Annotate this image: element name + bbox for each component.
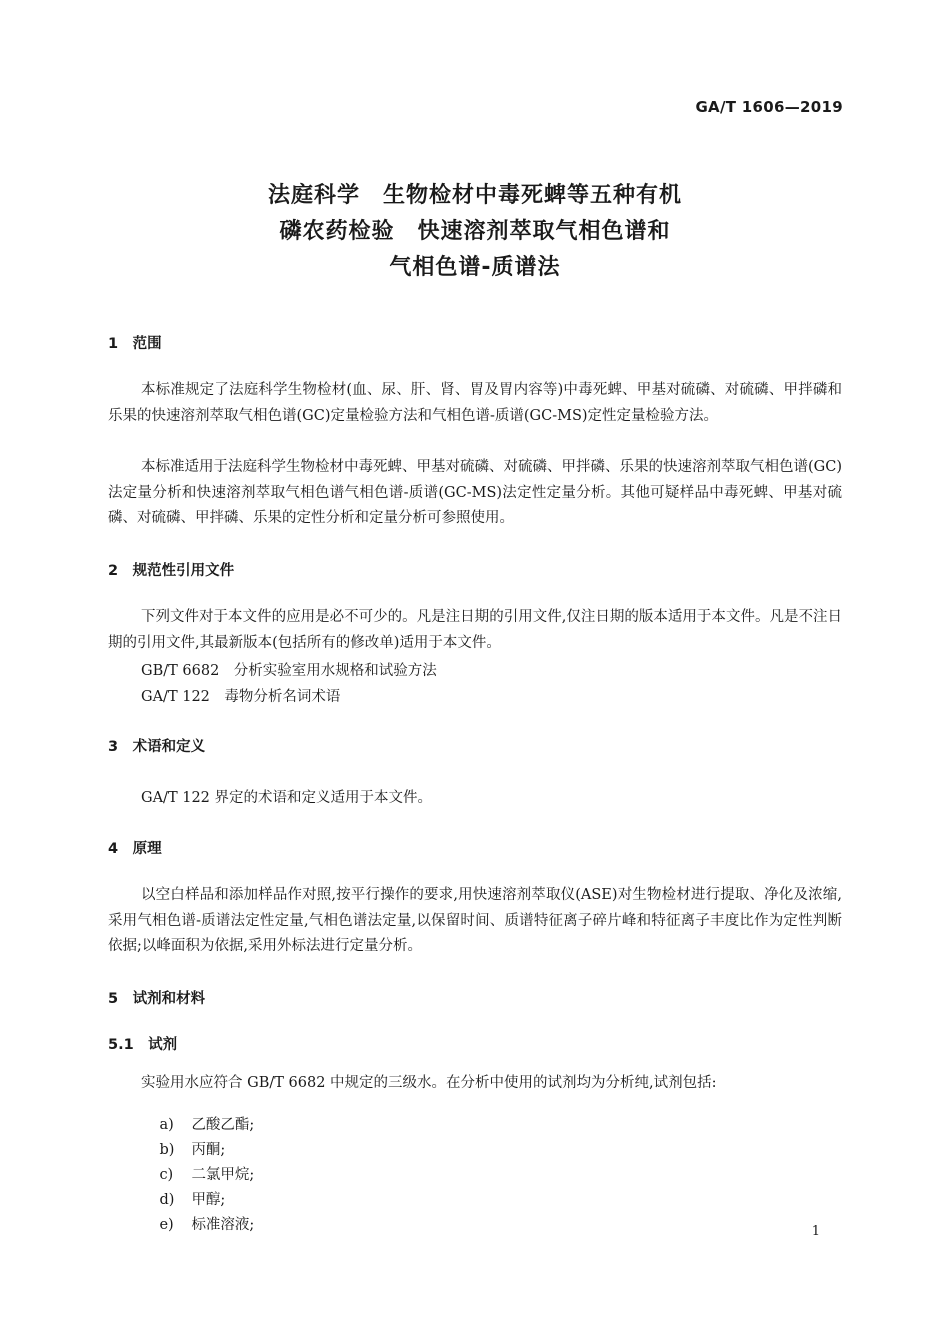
section-1-paragraph-1: 本标准规定了法庭科学生物检材(血、尿、肝、肾、胃及胃内容等)中毒死蜱、甲基对硫磷、对硫磷、甲拌磷和乐果的快速溶剂萃取气相色谱(GC)定量检验方法和气相色谱-质谱(GC-MS)定性定量检验方法。 — [108, 382, 842, 424]
list-item-label: e) — [159, 1217, 174, 1233]
section-2-paragraph-1: 下列文件对于本文件的应用是必不可少的。凡是注日期的引用文件,仅注日期的版本适用于本文件。凡是不注日期的引用文件,其最新版本(包括所有的修改单)适用于本文件。 — [108, 609, 842, 651]
list-item-label: c) — [159, 1167, 174, 1183]
section-5-1-heading: 5.1 试剂 — [108, 1037, 178, 1053]
section-3-paragraph-1: GA/T 122 界定的术语和定义适用于本文件。 — [141, 790, 433, 806]
list-item-text: 甲醇; — [191, 1192, 226, 1208]
section-4-heading: 4 原理 — [108, 841, 162, 857]
list-item-text: 乙酸乙酯; — [191, 1117, 255, 1133]
reagent-list-item — [141, 1197, 254, 1250]
list-item-label: b) — [159, 1142, 175, 1158]
reference-gat-122: GA/T 122 毒物分析名词术语 — [141, 689, 341, 705]
list-item-label: d) — [159, 1192, 175, 1208]
reference-gbt-6682: GB/T 6682 分析实验室用水规格和试验方法 — [141, 663, 437, 679]
title-line-2: 磷农药检验 快速溶剂萃取气相色谱和 — [279, 219, 671, 244]
list-item-text: 二氯甲烷; — [191, 1167, 255, 1183]
list-item-label: a) — [159, 1117, 174, 1133]
section-3-heading: 3 术语和定义 — [108, 739, 206, 755]
document-title — [0, 178, 950, 286]
title-line-3: 气相色谱-质谱法 — [389, 255, 561, 280]
section-1-heading: 1 范围 — [108, 336, 162, 352]
standard-code: GA/T 1606—2019 — [695, 98, 843, 116]
section-5-1-paragraph-1: 实验用水应符合 GB/T 6682 中规定的三级水。在分析中使用的试剂均为分析纯,试剂包括: — [141, 1075, 717, 1091]
list-item-text: 丙酮; — [191, 1142, 226, 1158]
list-item-text: 标准溶液; — [191, 1217, 255, 1233]
title-line-1: 法庭科学 生物检材中毒死蜱等五种有机 — [267, 183, 682, 208]
section-5-heading: 5 试剂和材料 — [108, 991, 206, 1007]
section-2-heading: 2 规范性引用文件 — [108, 563, 235, 579]
section-1-paragraph-2: 本标准适用于法庭科学生物检材中毒死蜱、甲基对硫磷、对硫磷、甲拌磷、乐果的快速溶剂萃取气相色谱(GC)法定量分析和快速溶剂萃取气相色谱气相色谱-质谱(GC-MS)法定性定量分析。其他可疑样品中毒死蜱、甲基对硫磷、对硫磷、甲拌磷、乐果的定性分析和定量分析可参照使用。 — [108, 459, 842, 526]
section-4-paragraph-1: 以空白样品和添加样品作对照,按平行操作的要求,用快速溶剂萃取仪(ASE)对生物检材进行提取、净化及浓缩,采用气相色谱-质谱法定性定量,气相色谱法定量,以保留时间、质谱特征离子碎片峰和特征离子丰度比作为定性判断依据;以峰面积为依据,采用外标法进行定量分析。 — [108, 887, 842, 954]
page-number: 1 — [811, 1224, 820, 1239]
